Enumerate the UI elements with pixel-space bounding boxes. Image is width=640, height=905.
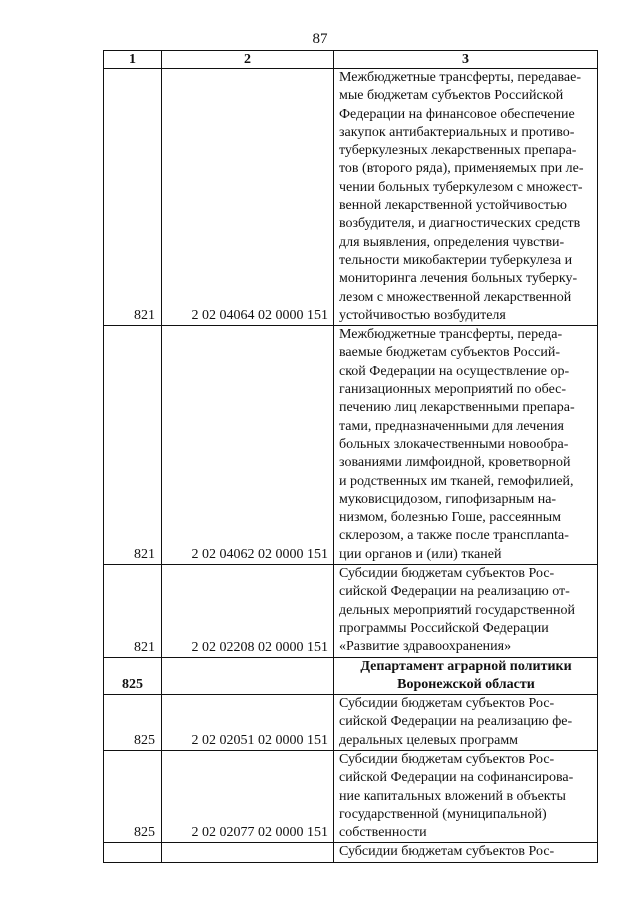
description-line: программы Российской Федерации (339, 620, 549, 636)
admin-code-cell: 821 (104, 326, 162, 565)
description-line: Субсидии бюджетам субъектов Рос- (339, 844, 555, 860)
description-line: ции органов и (или) тканей (339, 546, 502, 562)
admin-code-cell: 821 (104, 69, 162, 326)
description-line: тов (второго ряда), применяемых при ле- (339, 161, 584, 177)
column-header-2: 2 (162, 51, 334, 69)
kbk-code-cell (162, 843, 334, 862)
table-row (104, 843, 598, 862)
description-cell (334, 69, 598, 326)
description-line: муковисцидозом, гипофизарным на- (339, 491, 557, 507)
description-line: и родственных им тканей, гемофилией, (339, 473, 574, 489)
description-line: для выявления, определения чувстви- (339, 234, 565, 250)
description-cell (334, 695, 598, 751)
description-line: Межбюджетные трансферты, передавае- (339, 70, 581, 85)
description-line: мые бюджетам субъектов Российской (339, 88, 564, 104)
kbk-code-cell: 2 02 02077 02 0000 151 (162, 750, 334, 842)
table-row (104, 750, 598, 842)
description-cell (334, 657, 598, 695)
description-line: зованиями лимфоидной, кроветворной (339, 455, 571, 471)
description-line: сийской Федерации на реализацию от- (339, 584, 570, 600)
description-cell (334, 750, 598, 842)
department-row (104, 657, 598, 695)
table-row (104, 326, 598, 565)
description-line: «Развитие здравоохранения» (339, 639, 512, 655)
description-line: Субсидии бюджетам субъектов Рос- (339, 751, 555, 767)
description-line: возбудителя, и диагностических средств (339, 216, 581, 232)
description-line: закупок антибактериальных и противо- (339, 124, 575, 140)
description-line: Департамент аграрной политики (360, 658, 572, 674)
description-line: дельных мероприятий государственной (339, 602, 575, 618)
admin-code-cell (104, 843, 162, 862)
description-line: Субсидии бюджетам субъектов Рос- (339, 566, 555, 582)
description-line: больных злокачественными новообра- (339, 436, 569, 452)
description-line: лезом с множественной лекарственной (339, 289, 572, 305)
table-row (104, 565, 598, 657)
kbk-code-cell (162, 657, 334, 695)
description-line: сийской Федерации на софинансирова- (339, 770, 574, 786)
kbk-code-cell: 2 02 04064 02 0000 151 (162, 69, 334, 326)
description-line: чении больных туберкулезом с множест- (339, 179, 583, 195)
column-header-1: 1 (104, 51, 162, 69)
description-line: венной лекарственной устойчивостью (339, 198, 567, 214)
description-line: Субсидии бюджетам субъектов Рос- (339, 696, 555, 712)
admin-code-cell: 825 (104, 657, 162, 695)
description-line: устойчивостью возбудителя (339, 307, 506, 323)
admin-code-cell: 825 (104, 695, 162, 751)
table-row (104, 695, 598, 751)
description-line: ской Федерации на осуществление ор- (339, 363, 570, 379)
table-row (104, 69, 598, 326)
description-line: печению лиц лекарственными препара- (339, 400, 575, 416)
description-line: ние капитальных вложений в объекты (339, 788, 566, 804)
admin-code-cell: 821 (104, 565, 162, 657)
budget-classification-table (103, 50, 598, 863)
description-line: собственности (339, 825, 427, 841)
kbk-code-cell: 2 02 02051 02 0000 151 (162, 695, 334, 751)
description-line: сийской Федерации на реализацию фе- (339, 714, 573, 730)
kbk-code-cell: 2 02 04062 02 0000 151 (162, 326, 334, 565)
description-line: тами, предназначенными для лечения (339, 418, 564, 434)
description-line: Межбюджетные трансферты, переда- (339, 327, 563, 343)
description-line: деральных целевых программ (339, 732, 519, 748)
description-line: туберкулезных лекарственных препара- (339, 143, 577, 159)
description-cell (334, 326, 598, 565)
description-line: мониторинга лечения больных туберку- (339, 271, 578, 287)
page-number: 87 (312, 31, 328, 47)
description-line: склерозом, а также после трансплanta- (339, 528, 569, 544)
description-line: ганизационных мероприятий по обес- (339, 382, 567, 398)
description-line: государственной (муниципальной) (339, 806, 547, 822)
description-line: ваемые бюджетам субъектов Россий- (339, 345, 560, 361)
description-line: Воронежской области (397, 676, 535, 692)
table-header-row (104, 51, 598, 69)
table-body (104, 69, 598, 863)
description-line: низмом, болезнью Гоше, рассеянным (339, 510, 562, 526)
column-header-3: 3 (334, 51, 598, 69)
description-cell (334, 565, 598, 657)
admin-code-cell: 825 (104, 750, 162, 842)
kbk-code-cell: 2 02 02208 02 0000 151 (162, 565, 334, 657)
description-cell (334, 843, 598, 862)
description-line: Федерации на финансовое обеспечение (339, 106, 575, 122)
description-line: тельности микобактерии туберкулеза и (339, 252, 573, 268)
